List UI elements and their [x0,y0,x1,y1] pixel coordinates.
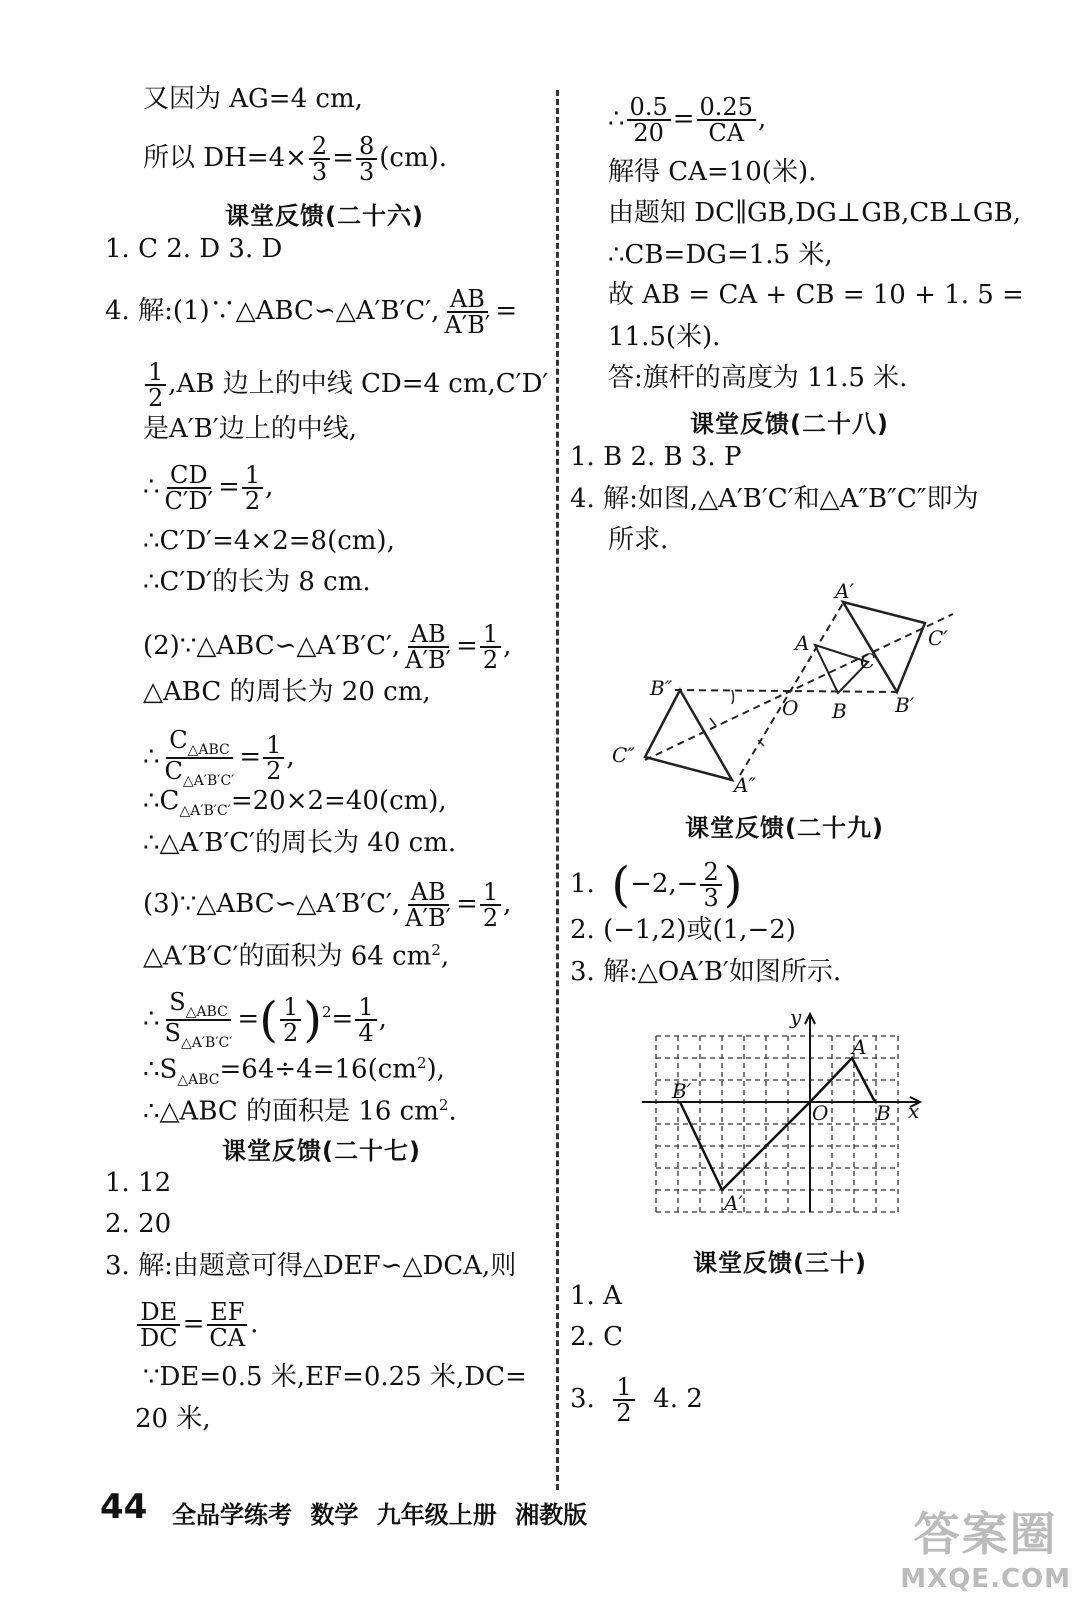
section-heading: 课堂反馈(二十六) [225,202,424,230]
answer-line: 2. C [570,1322,623,1352]
label: A [795,631,810,655]
text-line: $\therefore S_{\triangle ABC}=64\div 4=16(cm^2)$, [143,1054,445,1088]
fraction: $\frac{S_{\triangle ABC}}{S_{\triangle A'B'C'}}$ [164,988,233,1051]
label: C″ [612,743,635,767]
fraction: $\frac{1}{2}$ [280,995,301,1045]
label: B′ [895,693,915,717]
page-number: 44 [100,1487,148,1527]
text-line: ∴△ABC 的面积是 16 $cm^2$. [143,1096,457,1127]
fraction: $\frac{2}{3}$ [309,134,330,184]
answer-line: 1. C 2. D 3. D [105,234,283,264]
text-line: 所以 DH=4× $\frac{2}{3}$ = $\frac{8}{3}$ (cm). [143,132,448,186]
fraction: $\frac{1}{2}$ [480,880,501,930]
answer-line: 4. 解:如图,△A′B′C′和△A″B″C″即为 [570,484,979,514]
text-line: 又因为 AG=4 cm, [143,84,363,114]
fraction: $\frac{CD}{C'D'}$ [164,461,214,515]
column-divider [556,90,559,1490]
answer-line: 1. 12 [105,1168,172,1198]
text-line: ∴CB=DG=1.5 米, [608,240,833,270]
text-line: 由题知 DC∥GB,DG⊥GB,CB⊥GB, [608,198,1021,228]
label: x [908,1099,920,1123]
fraction: $\frac{1}{2}$ [263,733,284,783]
answer-line: 4. 解:(1)∵△ABC∽△A′B′C′, $\frac{AB}{A'B'}$ = [105,285,518,339]
answer-line: 1. B 2. B 3. P [570,442,742,472]
answer-line: 1. (−2,− $\frac{2}{3}$ ) [570,857,743,913]
fraction: $\frac{1}{2}$ [613,1375,634,1425]
answer-line: 1. A [570,1281,622,1311]
text-line: $\therefore C_{\triangle A'B'C'}=20\times 2=40(cm)$, [143,786,447,820]
fraction: $\frac{AB}{A'B'}$ [444,285,491,339]
label: O [782,696,799,720]
fraction: $\frac{AB}{A'B'}$ [405,620,452,674]
label: B [832,699,847,723]
text-line: 20 米, [135,1404,211,1434]
section-heading: 课堂反馈(三十) [693,1249,867,1277]
text-line: ∴ $\frac{0.5}{20}$ = $\frac{0.25}{CA}$ , [608,93,767,147]
fraction: $\frac{1}{4}$ [355,995,376,1045]
text-line: (3)∵△ABC∽△A′B′C′, $\frac{AB}{A'B'}$ = $\frac{1}{2}$ , [143,878,512,932]
label: A′ [724,1191,743,1215]
answer-line: 3. 解:由题意可得△DEF∽△DCA,则 [105,1251,517,1281]
text-line: $\frac{1}{2}$ ,AB 边上的中线 CD=4 cm,C′D′ [143,360,548,410]
text-line: (2)∵△ABC∽△A′B′C′, $\frac{AB}{A'B'}$ = $\frac{1}{2}$ , [143,620,512,674]
text-line: ∴△A′B′C′的周长为 40 cm. [143,828,457,858]
text-line: ∴C′D′=4×2=8(cm), [143,526,395,556]
text-line: 11.5(米). [608,322,721,352]
label: y [790,1010,802,1029]
text-line: △ABC 的周长为 20 cm, [143,677,431,707]
fraction: $\frac{1}{2}$ [145,360,166,410]
watermark-logo: 答案圈 MXQE.COM [900,1507,1071,1594]
text-line: 所求. [608,525,669,555]
text-line: ∴ $\frac{CD}{C'D'}$ = $\frac{1}{2}$ , [143,461,274,515]
fraction: $\frac{1}{2}$ [242,463,263,513]
fraction: $\frac{1}{2}$ [480,622,501,672]
text-line: 故 AB = CA + CB = 10 + 1. 5 = [608,280,1024,310]
answer-line: 2. (−1,2)或(1,−2) [570,915,796,945]
fraction: $\frac{EF}{CA}$ [206,1300,248,1350]
answer-line: 3. $\frac{1}{2}$ 4. 2 [570,1373,703,1427]
fraction: $\frac{2}{3}$ [700,860,721,910]
text-line: ∵DE=0.5 米,EF=0.25 米,DC= [143,1362,527,1392]
fraction: $\frac{AB}{A'B'}$ [405,878,452,932]
fraction: $\frac{C_{\triangle ABC}}{C_{\triangle A'B'C'}}$ [164,726,235,789]
book-title: 全品学练考 数学 九年级上册 湘教版 [172,1501,588,1529]
label: O [812,1101,829,1125]
section-heading: 课堂反馈(二十九) [685,814,884,842]
text-line: ∴ $\frac{C_{\triangle ABC}}{C_{\triangle A'B'C'}}$ = $\frac{1}{2}$ , [143,726,295,789]
text-line: 解得 CA=10(米). [608,157,817,187]
text: 所以 DH=4× [143,143,307,173]
section-heading: 课堂反馈(二十八) [690,410,889,438]
fraction: $\frac{8}{3}$ [356,134,377,184]
text-line: ∴ $\frac{S_{\triangle ABC}}{S_{\triangle A'B'C'}}$ =( $\frac{1}{2}$ )$^2$= $\frac{1}{4}$ , [143,988,387,1051]
label: B″ [650,676,673,700]
label: A′ [835,579,854,603]
label: C [860,649,876,673]
label: A [852,1035,867,1059]
label: A″ [734,773,756,797]
homothety-figure [600,570,970,800]
text-line: △A′B′C′的面积为 64 $cm^2$, [143,941,450,972]
text-line: 答:旗杆的高度为 11.5 米. [608,363,908,393]
answer-line: 2. 20 [105,1209,172,1239]
fraction: $\frac{DE}{DC}$ [137,1300,181,1350]
fraction: $\frac{0.5}{20}$ [627,95,671,145]
answer-line: 3. 解:△OA′B′如图所示. [570,957,842,987]
label: B [876,1101,891,1125]
text-line: 是A′B′边上的中线, [143,414,357,444]
text-line: ∴C′D′的长为 8 cm. [143,567,371,597]
label: B′ [672,1079,692,1103]
section-heading: 课堂反馈(二十七) [222,1137,421,1165]
coordinate-grid-figure [640,1010,930,1230]
fraction: $\frac{0.25}{CA}$ [697,95,756,145]
label: C′ [928,626,948,650]
text-line: $\frac{DE}{DC}$ = $\frac{EF}{CA}$ . [135,1300,258,1350]
